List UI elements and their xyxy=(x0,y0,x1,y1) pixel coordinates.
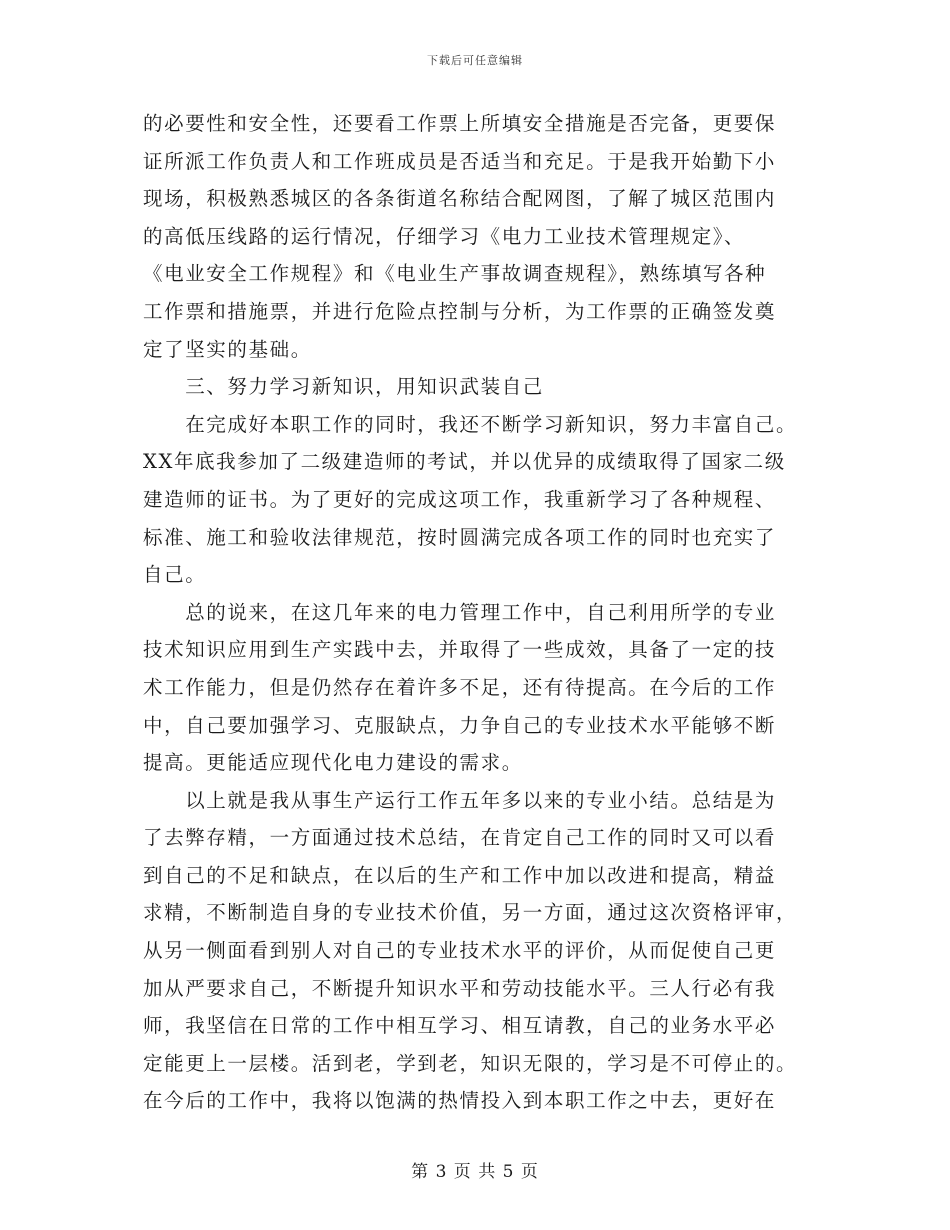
text-line: 在今后的工作中，我将以饱满的热情投入到本职工作之中去，更好在 xyxy=(143,1089,777,1113)
text-line: 的必要性和安全性，还要看工作票上所填安全措施是否完备，更要保 xyxy=(143,112,777,135)
page-header: 下载后可任意编辑 xyxy=(427,54,523,67)
text-line: 《电业安全工作规程》和《电业生产事故调查规程》，熟练填写各种 xyxy=(143,262,767,286)
text-line: 求精，不断制造自身的专业技术价值，另一方面，通过这次资格评审， xyxy=(143,901,798,925)
text-line: 现场，积极熟悉城区的各条街道名称结合配网图，了解了城区范围内 xyxy=(143,187,777,211)
text-line: 标准、施工和验收法律规范，按时圆满完成各项工作的同时也充实了 xyxy=(143,525,777,549)
text-line: 建造师的证书。为了更好的完成这项工作，我重新学习了各种规程、 xyxy=(143,487,777,511)
text-line: 师，我坚信在日常的工作中相互学习、相互请教，自己的业务水平必 xyxy=(143,1014,777,1038)
text-line: 定能更上一层楼。活到老，学到老，知识无限的，学习是不可停止的。 xyxy=(143,1051,798,1075)
text-line: 的高低压线路的运行情况，仔细学习《电力工业技术管理规定》、 xyxy=(143,224,746,248)
text-line: 以上就是我从事生产运行工作五年多以来的专业小结。总结是为 xyxy=(143,788,777,812)
text-line: 提高。更能适应现代化电力建设的需求。 xyxy=(143,751,523,775)
text-line: 了去弊存精，一方面通过技术总结，在肯定自己工作的同时又可以看 xyxy=(143,826,777,850)
text-line: 到自己的不足和缺点，在以后的生产和工作中加以改进和提高，精益 xyxy=(143,863,777,887)
text-line: 自己。 xyxy=(143,563,207,587)
text-line: 术工作能力，但是仍然存在着许多不足，还有待提高。在今后的工作 xyxy=(143,675,777,699)
text-line: 定了坚实的基础。 xyxy=(143,337,312,361)
text-line: 技术知识应用到生产实践中去，并取得了一些成效，具备了一定的技 xyxy=(143,638,777,662)
text-line: 从另一侧面看到别人对自己的专业技术水平的评价，从而促使自己更 xyxy=(143,939,777,963)
text-line: 在完成好本职工作的同时，我还不断学习新知识，努力丰富自己。 xyxy=(143,412,798,436)
document-body xyxy=(143,105,811,1120)
text-line: 工作票和措施票，并进行危险点控制与分析，为工作票的正确签发奠 xyxy=(143,299,777,323)
page-footer: 第 3 页 共 5 页 xyxy=(411,1162,539,1182)
text-line: 加从严要求自己，不断提升知识水平和劳动技能水平。三人行必有我 xyxy=(143,976,777,1000)
text-line: XX年底我参加了二级建造师的考试，并以优异的成绩取得了国家二级 xyxy=(143,450,786,474)
text-line: 证所派工作负责人和工作班成员是否适当和充足。于是我开始勤下小 xyxy=(143,149,777,173)
text-line: 中，自己要加强学习、克服缺点，力争自己的专业技术水平能够不断 xyxy=(143,713,777,737)
text-line: 三、努力学习新知识，用知识武装自己 xyxy=(143,375,544,399)
text-line: 总的说来，在这几年来的电力管理工作中，自己利用所学的专业 xyxy=(143,600,777,624)
